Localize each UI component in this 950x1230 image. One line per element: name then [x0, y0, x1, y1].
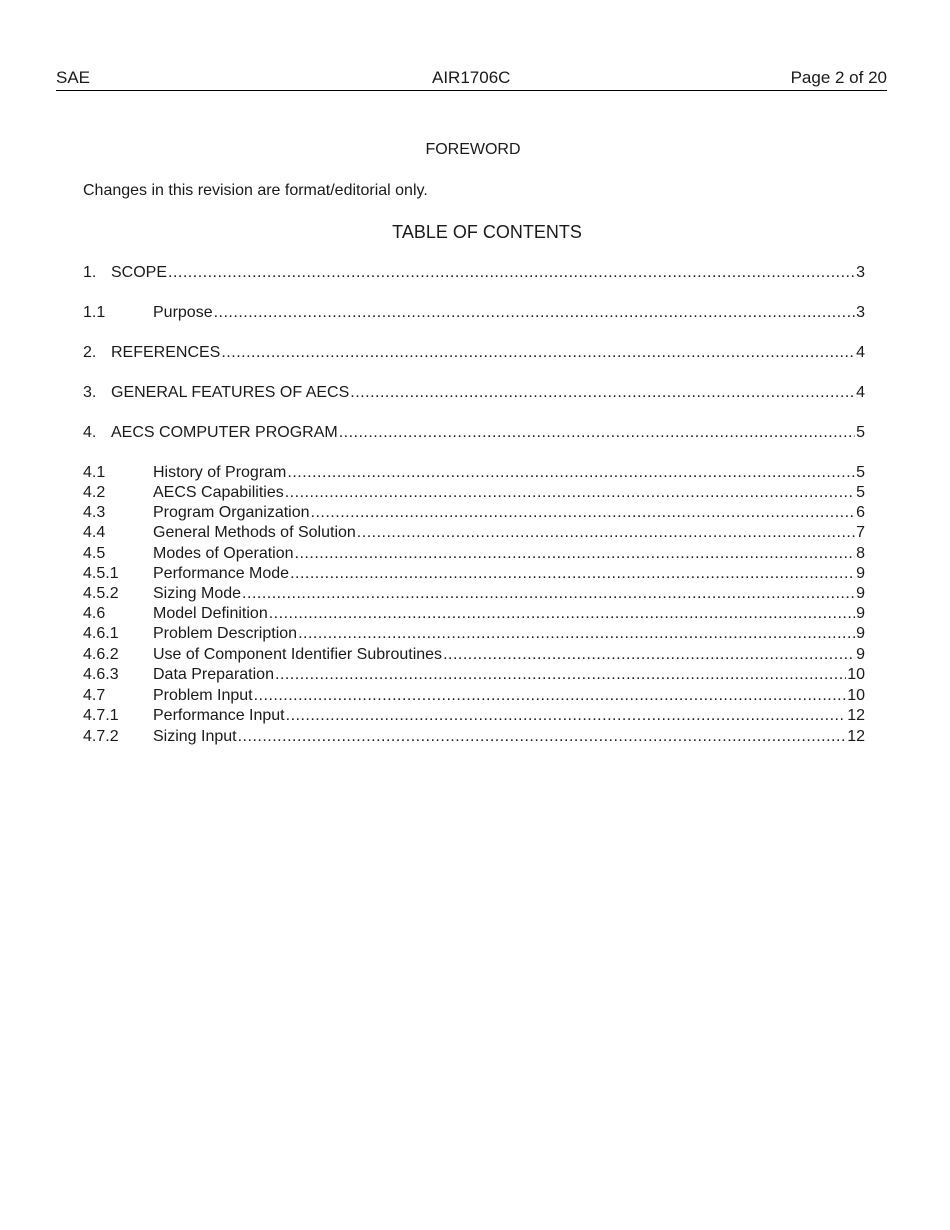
toc-entry[interactable] — [83, 423, 865, 443]
toc-dot-leader — [269, 604, 855, 624]
toc-entry-page: 3 — [856, 304, 865, 321]
toc-entry-number: 4.4 — [83, 524, 106, 541]
toc-entry[interactable] — [83, 564, 865, 584]
toc-dot-leader — [298, 624, 855, 644]
toc-entry[interactable] — [83, 727, 865, 747]
toc-entry-number: 4.6 — [83, 605, 106, 622]
toc-dot-leader — [295, 544, 856, 564]
toc-entry-title: Use of Component Identifier Subroutines — [153, 646, 443, 663]
toc-entry[interactable] — [83, 604, 865, 624]
toc-entry-number: 1.1 — [83, 304, 106, 321]
toc-entry-page: 5 — [856, 484, 865, 501]
toc-entry[interactable] — [83, 343, 865, 363]
toc-entry-page: 3 — [856, 264, 865, 281]
toc-entry-number: 4.1 — [83, 464, 106, 481]
foreword-text: Changes in this revision are format/editorial only. — [83, 182, 428, 199]
toc-dot-leader — [254, 686, 847, 706]
toc-entry-page: 7 — [856, 524, 865, 541]
toc-entry-title: Data Preparation — [153, 666, 274, 683]
toc-entry-page: 12 — [847, 707, 865, 724]
toc-entry[interactable] — [83, 523, 865, 543]
toc-entry-title: Modes of Operation — [153, 545, 294, 562]
toc-dot-leader — [287, 463, 855, 483]
toc-dot-leader — [339, 423, 855, 443]
toc-entry[interactable] — [83, 303, 865, 323]
toc-dot-leader — [285, 483, 855, 503]
header-page-number: Page 2 of 20 — [790, 68, 887, 87]
toc-entry-number: 4.3 — [83, 504, 106, 521]
toc-entry[interactable] — [83, 263, 865, 283]
toc-entry-number: 4.7.1 — [83, 707, 119, 724]
toc-entry-number: 4.2 — [83, 484, 106, 501]
toc-entry[interactable] — [83, 503, 865, 523]
toc-entry-number: 4.6.2 — [83, 646, 119, 663]
toc-heading: TABLE OF CONTENTS — [392, 222, 582, 242]
toc-entry[interactable] — [83, 544, 865, 564]
toc-entry-number: 2. — [83, 344, 97, 361]
toc-entry-number: 4.6.3 — [83, 666, 119, 683]
toc-dot-leader — [168, 263, 855, 283]
table-of-contents — [83, 0, 865, 1230]
toc-entry-number: 4.7.2 — [83, 728, 119, 745]
toc-entry[interactable] — [83, 624, 865, 644]
toc-entry-page: 9 — [856, 565, 865, 582]
toc-entry[interactable] — [83, 463, 865, 483]
toc-entry-page: 4 — [856, 344, 865, 361]
toc-entry-title: Performance Mode — [153, 565, 290, 582]
toc-dot-leader — [221, 343, 855, 363]
foreword-heading: FOREWORD — [425, 141, 521, 158]
toc-entry-title: AECS COMPUTER PROGRAM — [111, 424, 338, 441]
toc-entry-title: REFERENCES — [111, 344, 221, 361]
toc-dot-leader — [286, 706, 847, 726]
toc-entry-page: 5 — [856, 424, 865, 441]
header-document-id: AIR1706C — [432, 68, 511, 87]
toc-entry-title: Sizing Input — [153, 728, 237, 745]
toc-dot-leader — [275, 665, 846, 685]
toc-dot-leader — [242, 584, 855, 604]
toc-entry[interactable] — [83, 383, 865, 403]
toc-entry-title: General Methods of Solution — [153, 524, 356, 541]
toc-entry-number: 4.5 — [83, 545, 106, 562]
toc-entry-number: 4.6.1 — [83, 625, 119, 642]
toc-entry-title: SCOPE — [111, 264, 168, 281]
toc-entry-page: 4 — [856, 384, 865, 401]
toc-entry-number: 4.5.2 — [83, 585, 119, 602]
toc-entry-number: 1. — [83, 264, 97, 281]
toc-dot-leader — [443, 645, 855, 665]
toc-entry[interactable] — [83, 584, 865, 604]
toc-entry[interactable] — [83, 706, 865, 726]
toc-dot-leader — [238, 727, 847, 747]
toc-dot-leader — [214, 303, 856, 323]
toc-entry-title: Performance Input — [153, 707, 285, 724]
toc-entry-title: Sizing Mode — [153, 585, 242, 602]
toc-entry-title: History of Program — [153, 464, 287, 481]
toc-entry-page: 6 — [856, 504, 865, 521]
toc-entry[interactable] — [83, 483, 865, 503]
toc-entry-page: 9 — [856, 625, 865, 642]
header-organization: SAE — [56, 68, 91, 87]
toc-entry-title: GENERAL FEATURES OF AECS — [111, 384, 350, 401]
toc-entry-title: Problem Input — [153, 687, 253, 704]
toc-entry[interactable] — [83, 665, 865, 685]
toc-entry-page: 9 — [856, 646, 865, 663]
toc-entry-title: AECS Capabilities — [153, 484, 284, 501]
toc-entry-page: 9 — [856, 585, 865, 602]
toc-entry-number: 4.5.1 — [83, 565, 119, 582]
toc-entry-number: 3. — [83, 384, 97, 401]
toc-dot-leader — [357, 523, 855, 543]
toc-dot-leader — [350, 383, 855, 403]
toc-entry-page: 9 — [856, 605, 865, 622]
toc-entry-title: Purpose — [153, 304, 213, 321]
toc-entry-page: 5 — [856, 464, 865, 481]
toc-entry-title: Model Definition — [153, 605, 268, 622]
toc-entry-page: 10 — [847, 687, 865, 704]
toc-entry[interactable] — [83, 645, 865, 665]
toc-entry-title: Program Organization — [153, 504, 310, 521]
toc-entry[interactable] — [83, 686, 865, 706]
toc-entry-number: 4. — [83, 424, 97, 441]
toc-entry-page: 8 — [856, 545, 865, 562]
toc-dot-leader — [290, 564, 855, 584]
toc-entry-page: 12 — [847, 728, 865, 745]
toc-entry-number: 4.7 — [83, 687, 106, 704]
toc-entry-page: 10 — [847, 666, 865, 683]
toc-entry-title: Problem Description — [153, 625, 298, 642]
toc-dot-leader — [311, 503, 856, 523]
